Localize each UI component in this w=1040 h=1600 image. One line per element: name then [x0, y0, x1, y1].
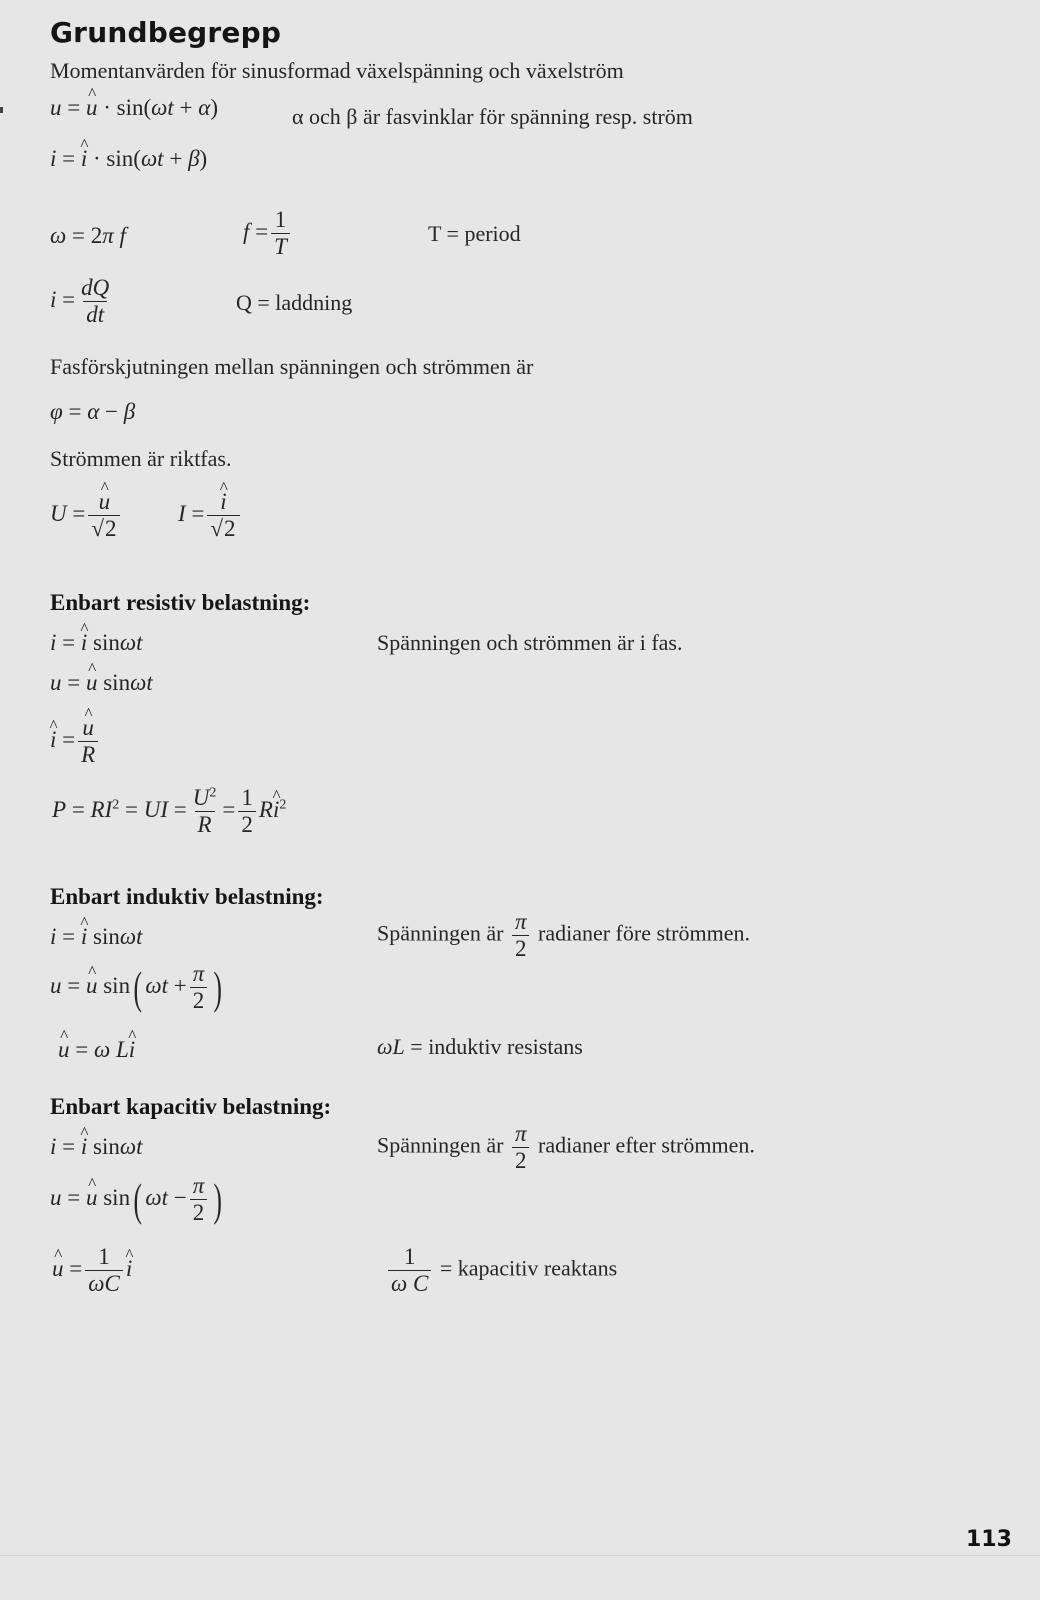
formula-phase-shift: φ = α − β	[50, 399, 136, 424]
resistive-power: $P = RI^2$ = UI = $\frac{U^2}{R}$ = $\frac{1}{2}$ Ri ^$^2$	[52, 786, 286, 837]
inductive-note-before: Spänningen är	[377, 920, 504, 946]
formula-frequency: f = $\frac{1}{T}$	[243, 208, 293, 259]
capacitive-current: i = i ^ sinωt	[50, 1134, 143, 1160]
formula-rms-current: I = $\frac{i \^{}}{√2}$	[178, 490, 243, 541]
formula-rms-voltage: U = $\frac{u \^{}}{√2}$	[50, 490, 123, 541]
capacitive-reactance-text: = kapacitiv reaktans	[439, 1255, 618, 1281]
page-number: 113	[966, 1527, 1012, 1552]
inductive-voltage: u = u ^ sin( ωt + $\frac{\pi}{2}$ )	[50, 962, 226, 1013]
inductive-reactance-text: = induktiv resistans	[410, 1034, 583, 1059]
capacitive-reactance-note: $\frac{1}{\text{ω C}}$ = kapacitiv reaktans	[385, 1245, 617, 1296]
formula-current-instant: i = i ^ · sin(ωt + β)	[50, 146, 207, 172]
pi-over-two: $\frac{\pi}{2}$	[512, 910, 530, 961]
margin-mark	[0, 107, 3, 113]
resistive-note: Spänningen och strömmen är i fas.	[377, 630, 683, 655]
inductive-heading: Enbart induktiv belastning:	[50, 884, 324, 909]
page-title: Grundbegrepp	[50, 16, 282, 49]
formula-voltage-instant: u = u ^ · sin(ωt + α)	[50, 95, 218, 121]
capacitive-voltage: u = u ^ sin( ωt − $\frac{\pi}{2}$ )	[50, 1174, 226, 1225]
resistive-heading: Enbart resistiv belastning:	[50, 590, 311, 615]
in-phase-text: Strömmen är riktfas.	[50, 446, 232, 471]
capacitive-heading: Enbart kapacitiv belastning:	[50, 1094, 332, 1119]
capacitive-note-before: Spänningen är	[377, 1132, 504, 1158]
capacitive-note-after: radianer efter strömmen.	[538, 1132, 755, 1158]
inductive-note-after: radianer före strömmen.	[538, 920, 750, 946]
intro-text: Momentanvärden för sinusformad växelspänning och växelström	[50, 58, 624, 83]
period-note-text: T = period	[428, 221, 521, 246]
inductive-reactance-note: ωL = induktiv resistans	[377, 1034, 583, 1059]
inductive-note	[377, 910, 750, 961]
capacitive-peak-voltage: u ^ = $\frac{1}{\omega C}$ i ^	[52, 1245, 132, 1296]
phase-angle-note: α och β är fasvinklar för spänning resp. ström	[292, 104, 693, 129]
period-note	[428, 221, 521, 247]
formula-angular-frequency: ω = 2π f	[50, 223, 126, 248]
formula-current-charge: i = $\frac{dQ}{dt}$	[50, 275, 110, 328]
bottom-divider	[0, 1555, 1040, 1556]
inductive-current: i = i ^ sinωt	[50, 924, 143, 950]
phase-shift-text: Fasförskjutningen mellan spänningen och strömmen är	[50, 354, 534, 379]
resistive-current: i = i ^ sinωt	[50, 630, 143, 656]
resistive-voltage: u = u ^ sinωt	[50, 670, 153, 696]
capacitive-note	[377, 1122, 755, 1173]
pi-over-two: $\frac{\pi}{2}$	[512, 1122, 530, 1173]
charge-note: Q = laddning	[236, 290, 353, 315]
inductive-peak-voltage: u ^ = ω Li ^	[58, 1037, 135, 1063]
resistive-peak-current: i ^ = $\frac{u \^{}}{R}$	[50, 716, 101, 767]
